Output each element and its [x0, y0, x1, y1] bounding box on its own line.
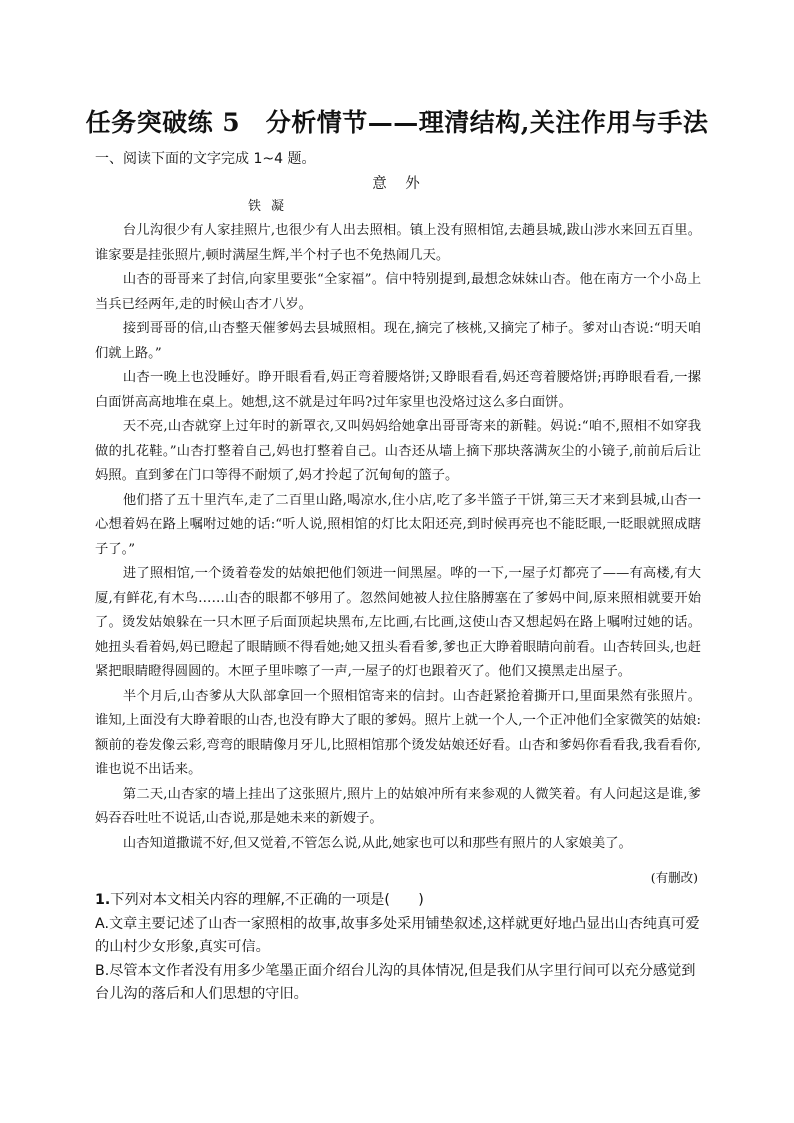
story-paragraph: 半个月后,山杏爹从大队部拿回一个照相馆寄来的信封。山杏赶紧抢着撕开口,里面果然有张照片。谁知,上面没有大睁着眼的山杏,也没有睁大了眼的爹妈。照片上就一个人,一个正冲他们全家微笑的姑娘:额前的卷发像云彩,弯弯的眼睛像月牙儿,比照相馆那个烫发姑娘还好看。山杏和爹妈你看看我,我看看你,谁也说不出话来。 — [95, 688, 701, 777]
story-title: 意 外 — [372, 176, 422, 192]
story-author: 铁凝 — [248, 199, 295, 214]
question-stem: 下列对本文相关内容的理解,不正确的一项是( ) — [110, 892, 424, 908]
question-list — [95, 889, 701, 1007]
story-body — [95, 219, 701, 856]
page-title: 任务突破练 5 分析情节——理清结构,关注作用与手法 — [85, 108, 709, 137]
question-number: 1. — [95, 892, 111, 908]
question-item — [95, 889, 701, 913]
question-option: B.尽管本文作者没有用多少笔墨正面介绍台儿沟的具体情况,但是我们从字里行间可以充分感觉到台儿沟的落后和人们思想的守旧。 — [95, 962, 696, 1003]
story-paragraph: 山杏的哥哥来了封信,向家里要张“全家福”。信中特别提到,最想念妹妹山杏。他在南方一个小岛上当兵已经两年,走的时候山杏才八岁。 — [95, 272, 701, 312]
question-option: A.文章主要记述了山杏一家照相的故事,故事多处采用铺垫叙述,这样就更好地凸显出山杏纯真可爱的山村少女形象,真实可信。 — [95, 915, 700, 956]
section-instruction: 一、阅读下面的文字完成 1~4 题。 — [95, 151, 316, 167]
story-paragraph: 天不亮,山杏就穿上过年时的新罩衣,又叫妈妈给她拿出哥哥寄来的新鞋。妈说:“咱不,照相不如穿我做的扎花鞋。”山杏打整着自己,妈也打整着自己。山杏还从墙上摘下那块落满灰尘的小镜子,前前后后让妈照。直到爹在门口等得不耐烦了,妈才拎起了沉甸甸的篮子。 — [95, 419, 701, 483]
story-paragraph: 进了照相馆,一个烫着卷发的姑娘把他们领进一间黑屋。哗的一下,一屋子灯都亮了——有高楼,有大厦,有鲜花,有木鸟……山杏的眼都不够用了。忽然间她被人拉住胳膊塞在了爹妈中间,原来照相就要开始了。烫发姑娘躲在一只木匣子后面顶起块黑布,左比画,右比画,这使山杏又想起妈在路上嘱咐过她的话。她扭头看着妈,妈已瞪起了眼睛顾不得看她;她又扭头看看爹,爹也正大睁着眼睛向前看。山杏转回头,也赶紧把眼睛瞪得圆圆的。木匣子里咔嚓了一声,一屋子的灯也跟着灭了。他们又摸黑走出屋子。 — [95, 566, 701, 679]
story-paragraph: 山杏一晚上也没睡好。睁开眼看看,妈正弯着腰烙饼;又睁眼看看,妈还弯着腰烙饼;再睁眼看看,一摞白面饼高高地堆在桌上。她想,这不就是过年吗?过年家里也没烙过这么多白面饼。 — [95, 370, 701, 410]
story-paragraph: 山杏知道撒谎不好,但又觉着,不管怎么说,从此,她家也可以和那些有照片的人家娘美了。 — [122, 835, 632, 851]
story-paragraph: 台儿沟很少有人家挂照片,也很少有人出去照相。镇上没有照相馆,去趟县城,跋山涉水来回五百里。谁家要是挂张照片,顿时满屋生辉,半个村子也不免热闹几天。 — [95, 223, 701, 263]
story-paragraph: 接到哥哥的信,山杏整天催爹妈去县城照相。现在,摘完了核桃,又摘完了柿子。爹对山杏说:“明天咱们就上路。” — [95, 321, 701, 361]
story-paragraph: 第二天,山杏家的墙上挂出了这张照片,照片上的姑娘冲所有来参观的人微笑着。有人问起这是谁,爹妈吞吞吐吐不说话,山杏说,那是她未来的新嫂子。 — [95, 786, 701, 826]
source-note: (有删改) — [650, 870, 698, 885]
story-paragraph: 他们搭了五十里汽车,走了二百里山路,喝凉水,住小店,吃了多半篮子干饼,第三天才来到县城,山杏一心想着妈在路上嘱咐过她的话:“听人说,照相馆的灯比太阳还亮,到时候再亮也不能眨眼,一眨眼就照成瞎子了。” — [95, 492, 701, 557]
